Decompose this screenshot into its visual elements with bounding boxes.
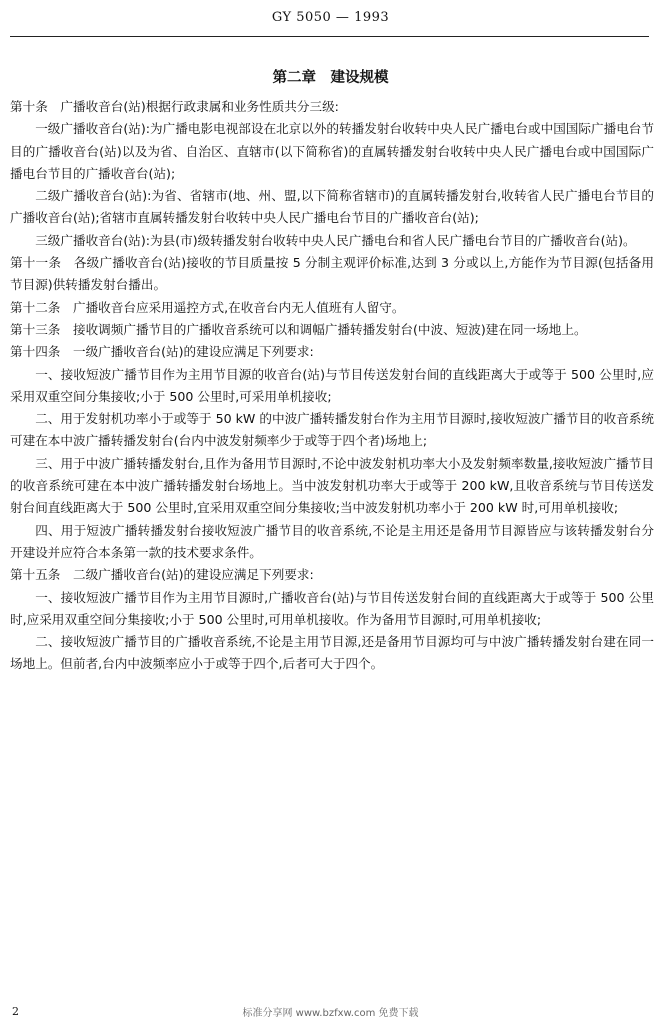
document-header: GY 5050 — 1993 — [271, 10, 390, 25]
paragraph: 第十二条 广播收音台应采用遥控方式,在收音台内无人值班有人留守。 — [10, 299, 405, 315]
paragraph: 三级广播收音台(站):为县(市)级转播发射台收转中央人民广播电台和省人民广播电台节目的广播收音台(站)。 — [35, 232, 636, 248]
paragraph: 二、用于发射机功率小于或等于 50 kW 的中波广播转播发射台作为主用节目源时,接收短波广播节目的收音系统可建在本中波广播转播发射台(台内中波发射频率少于或等于四个者)场地上; — [10, 411, 654, 449]
body-text — [10, 96, 654, 676]
paragraph: 第十三条 接收调频广播节目的广播收音系统可以和调幅广播转播发射台(中波、短波)建在同一场地上。 — [10, 321, 587, 337]
paragraph: 二、接收短波广播节目的广播收音系统,不论是主用节目源,还是备用节目源均可与中波广播转播发射台建在同一场地上。但前者,台内中波频率应小于或等于四个,后者可大于四个。 — [10, 634, 654, 672]
paragraph: 一、接收短波广播节目作为主用节目源的收音台(站)与节目传送发射台间的直线距离大于或等于 500 公里时,应采用双重空间分集接收;小于 500 公里时,可采用单机接收; — [10, 366, 654, 404]
paragraph: 三、用于中波广播转播发射台,且作为备用节目源时,不论中波发射机功率大小及发射频率数量,接收短波广播节目的收音系统可建在本中波广播转播发射台场地上。当中波发射机功率大于或等于 200 kW,且收音系统与节目传送发射台间直线距离大于 500 公里时,宜采用双重空间分集接收;当中波发射机功率小于 200 kW 时,可用单机接收; — [10, 455, 654, 516]
footer-watermark: 标准分享网 www.bzfxw.com 免费下载 — [242, 1008, 419, 1019]
paragraph: 第十四条 一级广播收音台(站)的建设应满足下列要求: — [10, 344, 314, 360]
paragraph: 二级广播收音台(站):为省、省辖市(地、州、盟,以下简称省辖市)的直属转播发射台,收转省人民广播电台节目的广播收音台(站);省辖市直属转播发射台收转中央人民广播电台节目的广播收音台(站); — [10, 188, 654, 226]
paragraph: 第十一条 各级广播收音台(站)接收的节目质量按 5 分制主观评价标准,达到 3 分或以上,方能作为节目源(包括备用节目源)供转播发射台播出。 — [10, 255, 654, 293]
paragraph: 第十条 广播收音台(站)根据行政隶属和业务性质共分三级: — [10, 99, 339, 114]
paragraph: 一、接收短波广播节目作为主用节目源时,广播收音台(站)与节目传送发射台间的直线距离大于或等于 500 公里时,应采用双重空间分集接收;小于 500 公里时,可用单机接收。作为备用节目源时,可用单机接收; — [10, 589, 654, 627]
page-number: 2 — [12, 1005, 19, 1018]
header-divider — [10, 36, 649, 37]
paragraph: 第十五条 二级广播收音台(站)的建设应满足下列要求: — [10, 567, 314, 583]
chapter-title: 第二章 建设规模 — [272, 70, 389, 86]
paragraph: 四、用于短波广播转播发射台接收短波广播节目的收音系统,不论是主用还是备用节目源皆应与该转播发射台分开建设并应符合本条第一款的技术要求条件。 — [10, 522, 654, 560]
paragraph: 一级广播收音台(站):为广播电影电视部设在北京以外的转播发射台收转中央人民广播电台或中国国际广播电台节目的广播收音台(站)以及为省、自治区、直辖市(以下简称省)的直属转播发射台收转中央人民广播电台或中国国际广播电台节目的广播收音台(站); — [10, 121, 654, 181]
